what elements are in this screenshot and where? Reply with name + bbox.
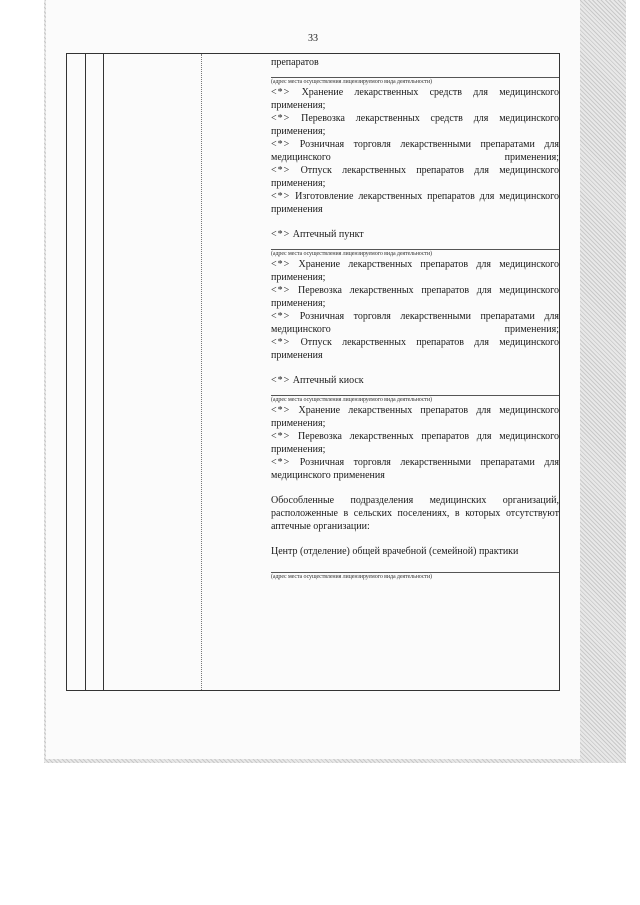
separate-units-text: Обособленные подразделения медицинских организаций, расположенные в сельских поселениях, в которых отсутствуют аптечные организации:	[271, 495, 559, 532]
center-text: Центр (отделение) общей врачебной (семейной) практики	[271, 546, 519, 557]
marker: <*>	[271, 375, 291, 386]
marker: <*>	[271, 191, 291, 202]
marker: <*>	[271, 165, 291, 176]
item-text: Отпуск лекарственных препаратов для медицинского применения;	[271, 165, 559, 189]
item-text: Розничная торговля лекарственными препаратами для медицинского применения	[271, 457, 559, 481]
list-item	[271, 112, 559, 138]
section-heading	[271, 374, 559, 387]
heading-text: Аптечный пункт	[292, 229, 364, 240]
marker: <*>	[271, 431, 291, 442]
marker: <*>	[271, 113, 291, 124]
top-word: препаратов	[271, 57, 319, 68]
marker: <*>	[271, 285, 291, 296]
heading-text: Аптечный киоск	[292, 375, 364, 386]
marker: <*>	[271, 311, 291, 322]
item-text: Перевозка лекарственных препаратов для медицинского применения;	[271, 431, 560, 455]
list-item	[271, 190, 559, 216]
marker: <*>	[271, 139, 291, 150]
list-item	[271, 258, 559, 284]
address-note: (адрес места осуществления лицензируемого вида деятельности)	[271, 249, 559, 258]
list-item	[271, 336, 559, 362]
column-divider	[85, 54, 86, 690]
item-text: Изготовление лекарственных препаратов для медицинского применения	[271, 191, 559, 215]
section-heading	[271, 228, 559, 241]
item-text: Хранение лекарственных препаратов для медицинского применения;	[271, 405, 560, 429]
item-text: Розничная торговля лекарственными препаратами для медицинского применения;	[271, 311, 559, 335]
item-text: Хранение лекарственных препаратов для медицинского применения;	[271, 259, 560, 283]
column-divider	[201, 54, 202, 690]
marker: <*>	[271, 405, 291, 416]
column-divider	[103, 54, 104, 690]
item-text: Хранение лекарственных средств для медицинского применения;	[271, 87, 559, 111]
item-text: Отпуск лекарственных препаратов для медицинского применения	[271, 337, 559, 361]
address-note: (адрес места осуществления лицензируемого вида деятельности)	[271, 572, 559, 581]
list-item	[271, 430, 559, 456]
list-item	[271, 284, 559, 310]
item-text: Розничная торговля лекарственными препаратами для медицинского применения;	[271, 139, 559, 163]
marker: <*>	[271, 229, 291, 240]
marker: <*>	[271, 259, 291, 270]
list-item	[271, 138, 559, 164]
list-item	[271, 164, 559, 190]
list-item	[271, 86, 559, 112]
item-text: Перевозка лекарственных средств для медицинского применения;	[271, 113, 559, 137]
list-item	[271, 456, 559, 482]
list-item	[271, 310, 559, 336]
marker: <*>	[271, 337, 291, 348]
license-table	[66, 53, 560, 691]
marker: <*>	[271, 87, 291, 98]
address-note: (адрес места осуществления лицензируемого вида деятельности)	[271, 395, 559, 404]
page-number: 33	[308, 33, 318, 44]
item-text: Перевозка лекарственных препаратов для медицинского применения;	[271, 285, 560, 309]
marker: <*>	[271, 457, 291, 468]
activity-cell	[271, 56, 559, 581]
list-item	[271, 404, 559, 430]
address-note: (адрес места осуществления лицензируемого вида деятельности)	[271, 77, 559, 86]
